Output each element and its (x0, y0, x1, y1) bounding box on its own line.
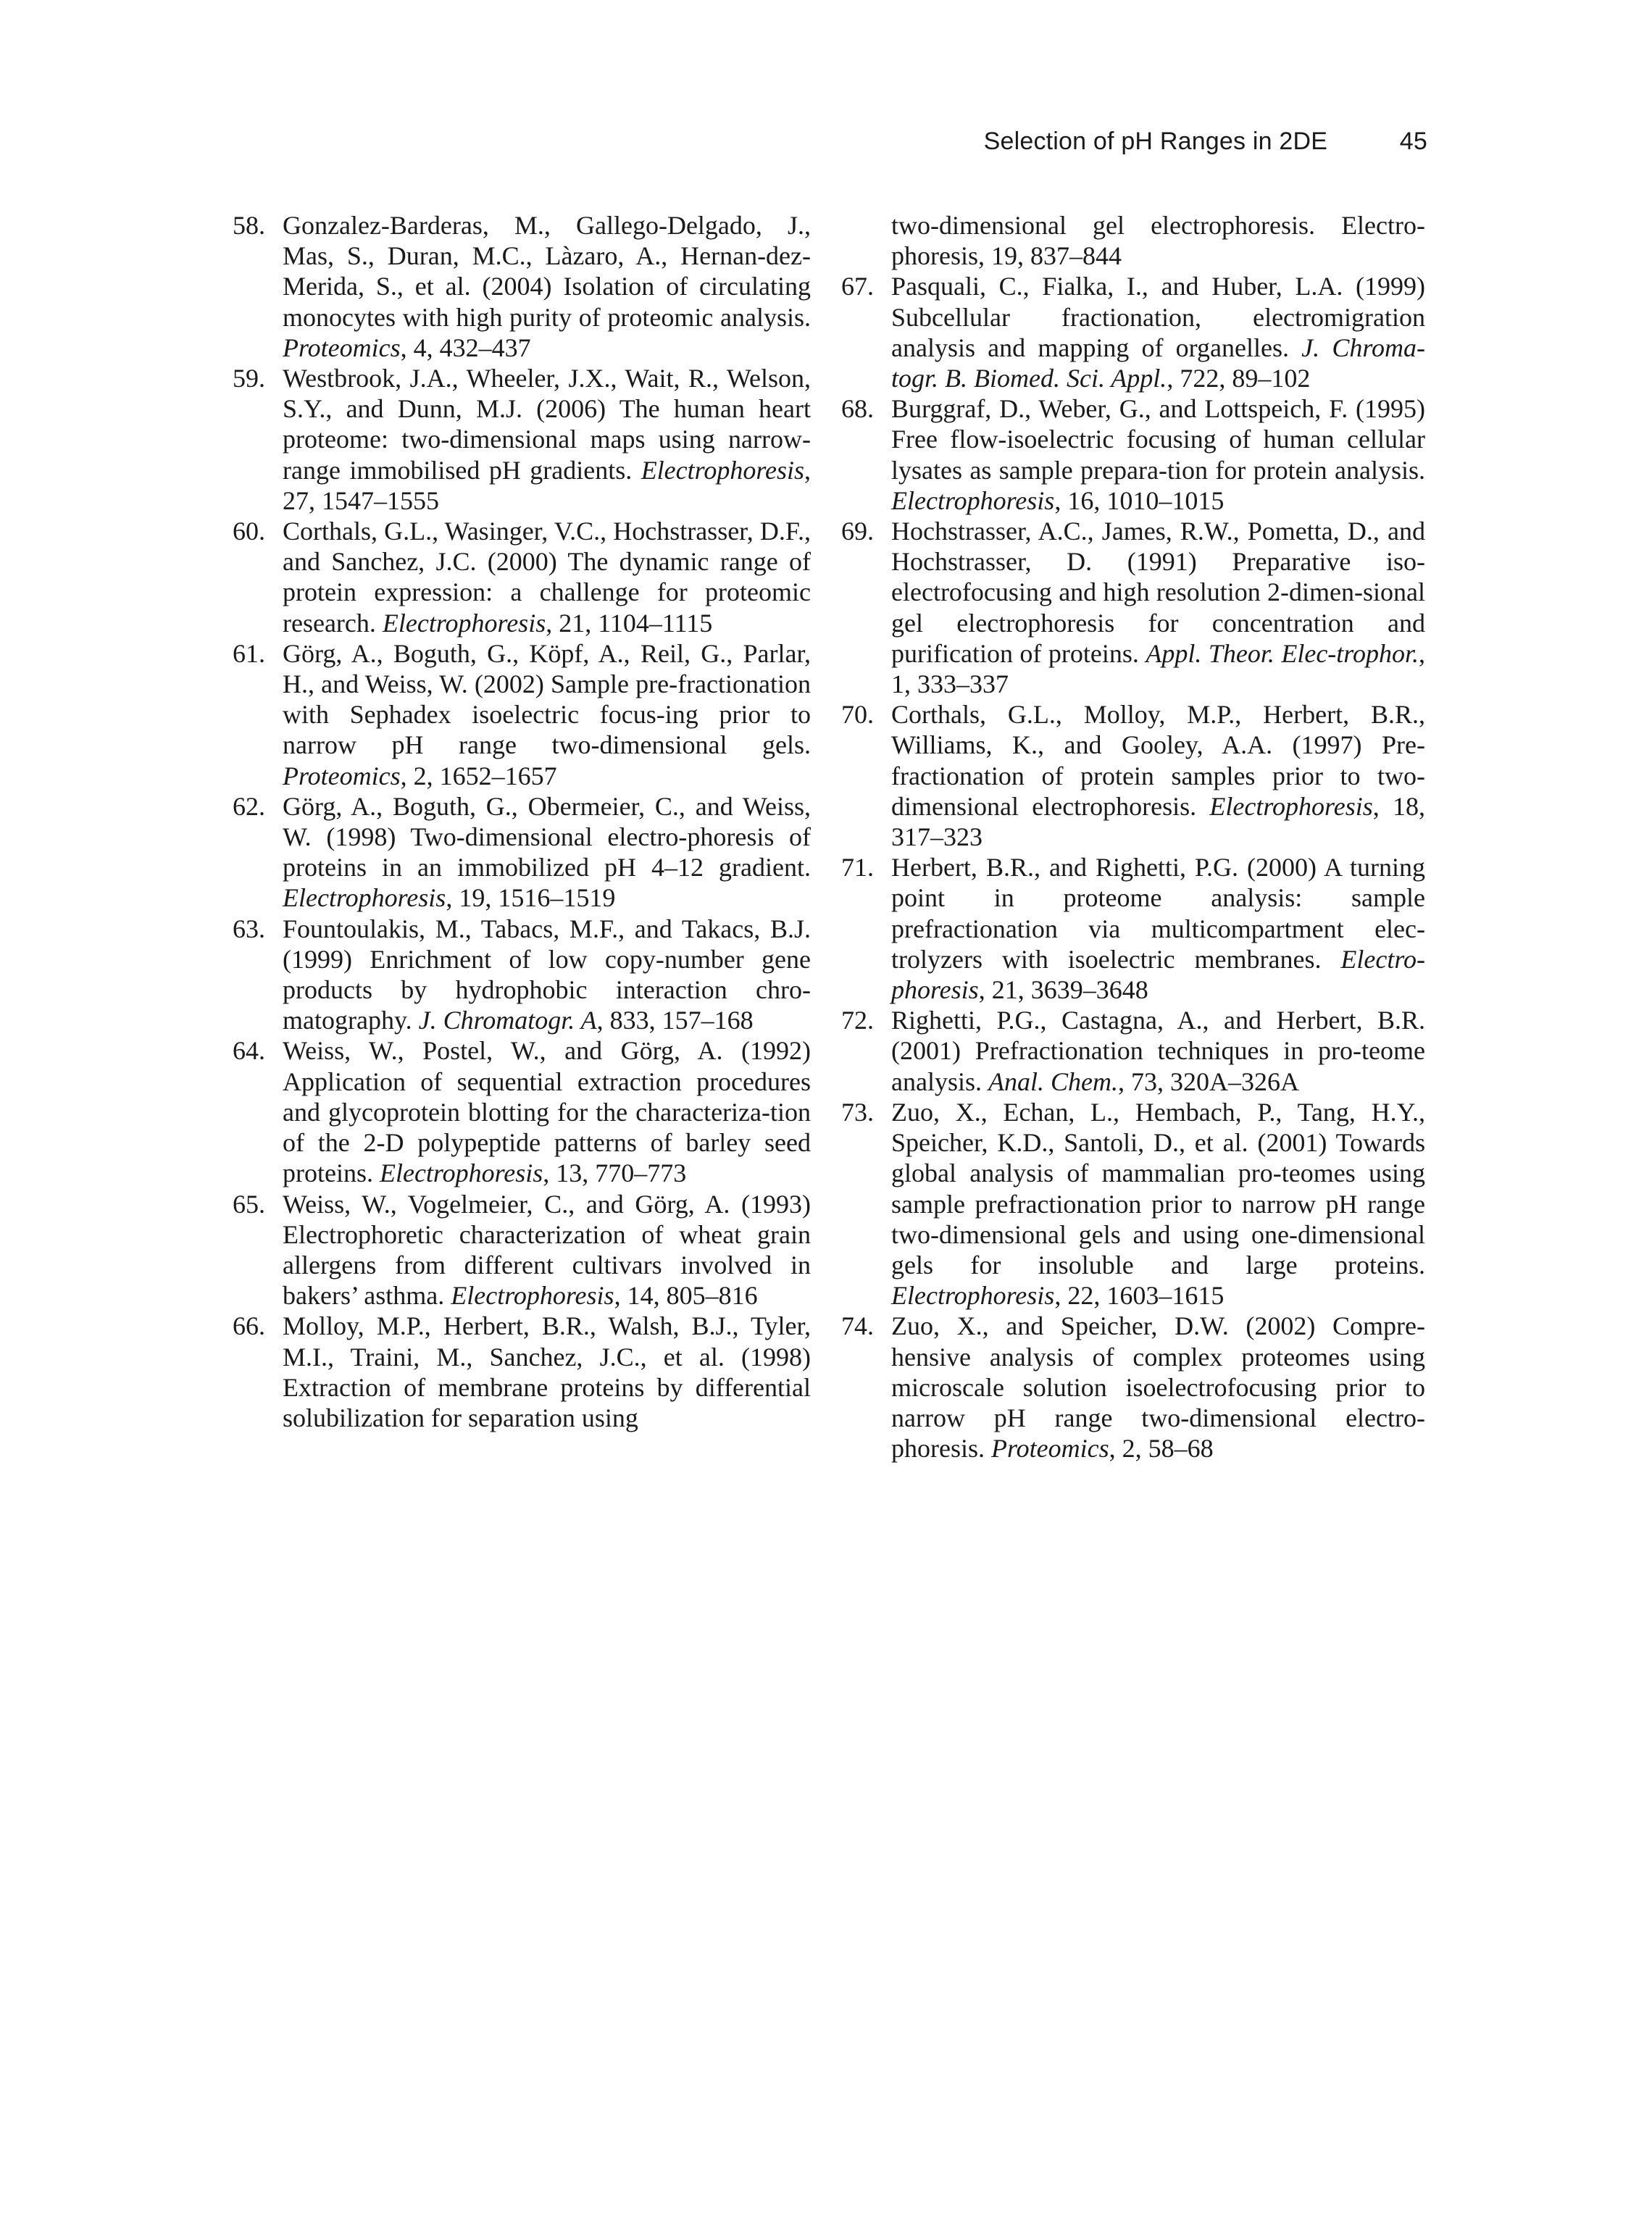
reference-citation: , 1, 333–337 (891, 638, 1425, 699)
reference-text: Hochstrasser, A.C., James, R.W., Pometta, D., and Hochstrasser, D. (1991) Preparative iso-electrofocusing and high resolution 2-dimen-sional gel electrophoresis for concentration and purification of proteins. (891, 517, 1425, 668)
reference-journal: Electro-phoresis (891, 944, 1425, 1005)
reference-journal: Electrophoresis (1209, 791, 1373, 821)
reference-text: Righetti, P.G., Castagna, A., and Herbert, B.R. (2001) Prefractionation techniques in pro-teome analysis. (891, 1006, 1425, 1096)
reference-journal: J. Chromatogr. A (418, 1006, 597, 1035)
reference-number: 68. (841, 394, 874, 424)
reference-citation: , 833, 157–168 (596, 1006, 754, 1035)
reference-number: 59. (233, 364, 265, 393)
reference-text: Zuo, X., Echan, L., Hembach, P., Tang, H.Y., Speicher, K.D., Santoli, D., et al. (2001) Towards global analysis of mammalian pro-teomes using sample prefractionation prior to narrow pH range two-dimensional gels and using one-dimensional gels for insoluble and large proteins. (891, 1097, 1425, 1280)
reference-number: 66. (233, 1311, 265, 1341)
reference-number: 71. (841, 853, 874, 882)
reference-citation: , 27, 1547–1555 (283, 455, 811, 515)
reference-number: 64. (233, 1036, 265, 1066)
reference-text: Corthals, G.L., Molloy, M.P., Herbert, B.R., Williams, K., and Gooley, A.A. (1997) Pre-fractionation of protein samples prior to two-dimensional electrophoresis. (891, 700, 1425, 821)
reference-journal: Proteomics (283, 761, 401, 790)
reference-text: Fountoulakis, M., Tabacs, M.F., and Takacs, B.J. (1999) Enrichment of low copy-number gene products by hydrophobic interaction chro-matography. (283, 914, 811, 1035)
reference-item (841, 516, 1425, 699)
reference-journal: Electrophoresis (891, 485, 1055, 515)
reference-item (841, 393, 1425, 516)
reference-citation: , 14, 805–816 (614, 1281, 758, 1311)
reference-citation: , 19, 1516–1519 (446, 883, 616, 913)
reference-text: Gonzalez-Barderas, M., Gallego-Delgado, J., Mas, S., Duran, M.C., Làzaro, A., Hernan-dez-Merida, S., et al. (2004) Isolation of circulating monocytes with high purity of proteomic analysis. (283, 211, 811, 332)
reference-journal: J. Chroma-togr. B. Biomed. Sci. Appl. (891, 333, 1425, 393)
reference-text: Görg, A., Boguth, G., Obermeier, C., and Weiss, W. (1998) Two-dimensional electro-phoresis of proteins in an immobilized pH 4–12 gradient. (283, 791, 811, 882)
reference-item (233, 1035, 811, 1188)
reference-citation: , 2, 1652–1657 (400, 761, 557, 790)
reference-citation: , 16, 1010–1015 (1054, 485, 1225, 515)
reference-item (233, 1311, 811, 1433)
reference-text: Pasquali, C., Fialka, I., and Huber, L.A. (1999) Subcellular fractionation, electromigration analysis and mapping of organelles. (891, 272, 1425, 362)
reference-citation: , 13, 770–773 (543, 1159, 687, 1188)
reference-number: 72. (841, 1006, 874, 1035)
reference-text: Westbrook, J.A., Wheeler, J.X., Wait, R., Welson, S.Y., and Dunn, M.J. (2006) The human heart proteome: two-dimensional maps using narrow-range immobilised pH gradients. (283, 364, 811, 485)
reference-item (841, 1097, 1425, 1311)
reference-number: 74. (841, 1311, 874, 1341)
reference-journal: Electrophoresis (891, 1281, 1055, 1311)
reference-number: 62. (233, 791, 265, 821)
reference-journal: Electrophoresis (641, 455, 804, 485)
reference-citation: , 722, 89–102 (1167, 364, 1311, 393)
reference-journal: Electrophoresis (451, 1281, 614, 1311)
reference-journal: Anal. Chem. (988, 1066, 1118, 1096)
reference-text: Weiss, W., Vogelmeier, C., and Görg, A. (1993) Electrophoretic characterization of wheat grain allergens from different cultivars involved in bakers’ asthma. (283, 1189, 811, 1311)
reference-journal: Proteomics (991, 1434, 1109, 1464)
reference-citation: , 21, 3639–3648 (978, 975, 1148, 1005)
reference-item (841, 271, 1425, 393)
reference-citation: , 18, 317–323 (891, 791, 1425, 852)
reference-item (841, 1311, 1425, 1464)
reference-item (233, 210, 811, 363)
reference-text: two-dimensional gel electrophoresis. (891, 211, 1342, 240)
running-head-title: Selection of pH Ranges in 2DE (983, 128, 1328, 155)
reference-number: 65. (233, 1189, 265, 1219)
reference-number: 69. (841, 517, 874, 546)
reference-journal: Electro-phoresis (891, 211, 1425, 271)
reference-item (841, 699, 1425, 852)
reference-number: 61. (233, 638, 265, 668)
reference-text: Weiss, W., Postel, W., and Görg, A. (1992) Application of sequential extraction procedures and glycoprotein blotting for the characteriza-tion of the 2-D polypeptide patterns of barley seed proteins. (283, 1036, 811, 1188)
reference-journal: Appl. Theor. Elec-trophor. (1146, 638, 1419, 668)
reference-item (841, 852, 1425, 1005)
reference-journal: Electrophoresis (283, 883, 446, 913)
reference-item (233, 791, 811, 914)
reference-citation: , 22, 1603–1615 (1054, 1281, 1225, 1311)
reference-text: Zuo, X., and Speicher, D.W. (2002) Compre-hensive analysis of complex proteomes using microscale solution isoelectrofocusing prior to narrow pH range two-dimensional electro-phoresis. (891, 1311, 1425, 1464)
reference-column-right (841, 210, 1425, 1464)
reference-number: 58. (233, 211, 265, 240)
reference-number: 73. (841, 1097, 874, 1127)
reference-text: Burggraf, D., Weber, G., and Lottspeich, F. (1995) Free flow-isoelectric focusing of human cellular lysates as sample prepara-tion for protein analysis. (891, 394, 1425, 485)
reference-column-left (233, 210, 811, 1433)
reference-item (233, 914, 811, 1036)
reference-text: Molloy, M.P., Herbert, B.R., Walsh, B.J., Tyler, M.I., Traini, M., Sanchez, J.C., et al. (1998) Extraction of membrane proteins by differential solubilization for separation using (283, 1311, 811, 1432)
reference-text: Corthals, G.L., Wasinger, V.C., Hochstrasser, D.F., and Sanchez, J.C. (2000) The dynamic range of protein expression: a challenge for proteomic research. (283, 517, 811, 638)
reference-number: 67. (841, 272, 874, 301)
reference-continuation (841, 210, 1425, 271)
reference-journal: Electrophoresis (379, 1159, 543, 1188)
reference-citation: , 21, 1104–1115 (546, 608, 713, 638)
reference-citation: , 4, 432–437 (400, 333, 531, 362)
running-head (984, 128, 1427, 156)
reference-item (233, 363, 811, 516)
reference-text: Herbert, B.R., and Righetti, P.G. (2000) A turning point in proteome analysis: sample prefractionation via multicompartment elec-trolyzers with isoelectric membranes. (891, 853, 1425, 974)
reference-text: Görg, A., Boguth, G., Köpf, A., Reil, G., Parlar, H., and Weiss, W. (2002) Sample pre-fractionation with Sephadex isoelectric focus-ing prior to narrow pH range two-dimensional gels. (283, 638, 811, 760)
reference-citation: , 2, 58–68 (1109, 1434, 1214, 1464)
page-number: 45 (1399, 128, 1427, 155)
reference-item (841, 1005, 1425, 1097)
reference-citation: , 19, 837–844 (978, 241, 1122, 271)
reference-item (233, 638, 811, 791)
reference-citation: , 73, 320A–326A (1117, 1066, 1299, 1096)
reference-item (233, 516, 811, 638)
reference-number: 60. (233, 517, 265, 546)
reference-number: 63. (233, 914, 265, 943)
reference-item (233, 1189, 811, 1311)
reference-number: 70. (841, 700, 874, 730)
reference-journal: Proteomics (283, 333, 401, 362)
reference-journal: Electrophoresis (382, 608, 546, 638)
